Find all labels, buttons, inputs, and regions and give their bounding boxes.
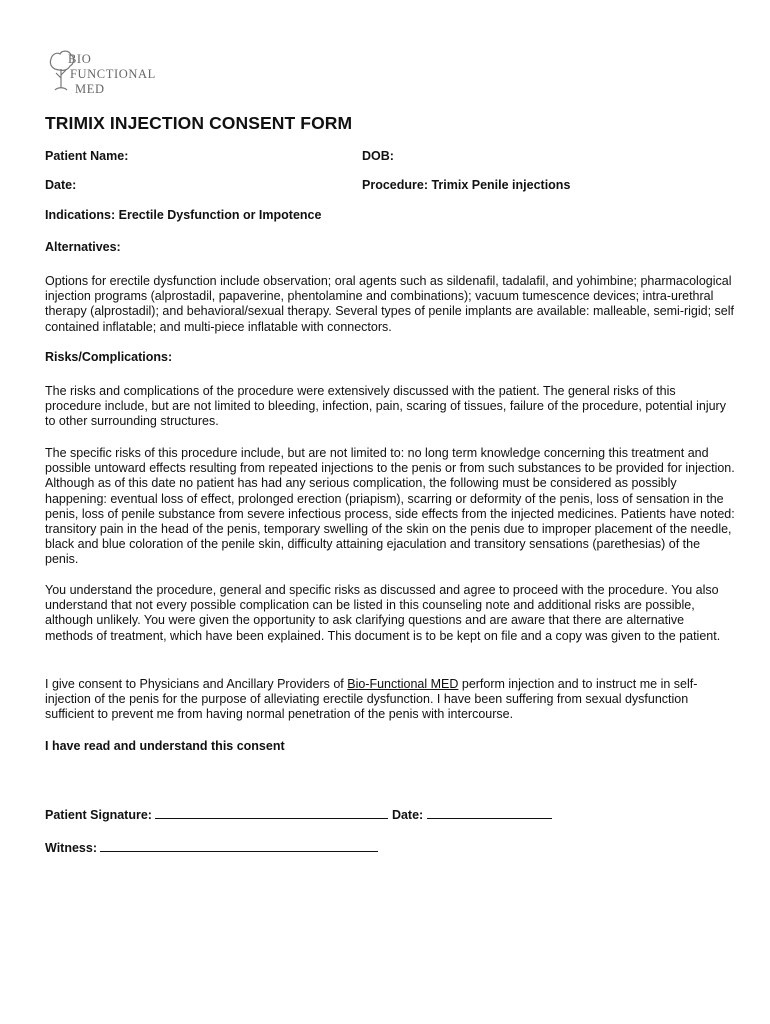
consent-paragraph (45, 677, 735, 723)
patient-signature-label: Patient Signature: (45, 808, 152, 822)
witness-signature-line[interactable] (100, 839, 378, 852)
consent-text-after: perform injection and to instruct me in self-injection of the penis for the purpose of alleviating erectile dysfunction. I have been suffering from sexual dysfunction sufficient to prevent me from having normal penetration of the penis with intercourse. (45, 677, 698, 722)
alternatives-heading: Alternatives: (45, 240, 121, 254)
logo-line-functional: FUNCTIONAL (70, 67, 156, 81)
signature-date-label: Date: (391, 808, 424, 822)
understanding-paragraph: You understand the procedure, general and specific risks as discussed and agree to proceed with the procedure. You also understand that not every possible complication can be listed in this counseling note and additional risks are possible, although unlikely. You were given the opportunity to ask clarifying questions and are aware that there are alternative methods of treatment, which have been explained. This document is to be kept on file and a copy was given to the patient. (45, 583, 721, 643)
form-title: TRIMIX INJECTION CONSENT FORM (45, 113, 353, 133)
provider-name-link: Bio-Functional MED (347, 677, 459, 691)
witness-label: Witness: (45, 841, 97, 855)
dob-label: DOB: (362, 149, 394, 163)
procedure-label: Procedure: Trimix Penile injections (362, 178, 571, 192)
patient-name-label: Patient Name: (45, 149, 129, 163)
logo-line-med: MED (75, 82, 105, 96)
consent-text-before: I give consent to Physicians and Ancillary Providers of (45, 677, 348, 691)
date-label: Date: (45, 178, 77, 192)
read-understand-statement: I have read and understand this consent (45, 739, 285, 753)
general-risks-paragraph: The risks and complications of the procedure were extensively discussed with the patient. The general risks of this procedure include, but are not limited to bleeding, infection, pain, scaring of tissues, failure of the procedure, potential injury to other surrounding structures. (45, 384, 726, 429)
specific-risks-paragraph: The specific risks of this procedure include, but are not limited to: no long term knowledge concerning this treatment and possible untoward effects resulting from repeated injections to the penis or from such substances to be provided for injection. Although as of this date no patient has had any serious complication, the following must be considered as possibly happening: eventual loss of effect, prolonged erection (priapism), scarring or deformity of the penis, loss of sensation in the penis, loss of penile substance from severe infectious process, side effects from the injected medicines. Patients have noted: transitory pain in the head of the penis, temporary swelling of the skin on the penis due to improper placement of the needle, black and blue coloration of the penile skin, difficulty attaining ejaculation and transitory sensations (parethesias) of the penis. (45, 446, 735, 567)
bio-functional-med-logo (46, 48, 186, 98)
alternatives-paragraph: Options for erectile dysfunction include observation; oral agents such as sildenafil, tadalafil, and yohimbine; pharmacological injection programs (alprostadil, papaverine, phentolamine and combinations); vacuum tumescence devices; intra-urethral therapy (alprostadil); and behavioral/sexual therapy. Several types of penile implants are available: malleable, semi-rigid; self contained inflatable; and multi-piece inflatable with connectors. (45, 274, 735, 334)
risks-heading: Risks/Complications: (45, 350, 173, 364)
patient-signature-line[interactable] (155, 806, 388, 819)
logo-line-bio: BIO (68, 52, 92, 66)
indications-label: Indications: Erectile Dysfunction or Impotence (45, 208, 322, 222)
signature-row (45, 806, 552, 822)
witness-row (45, 839, 378, 855)
signature-date-line[interactable] (427, 806, 552, 819)
